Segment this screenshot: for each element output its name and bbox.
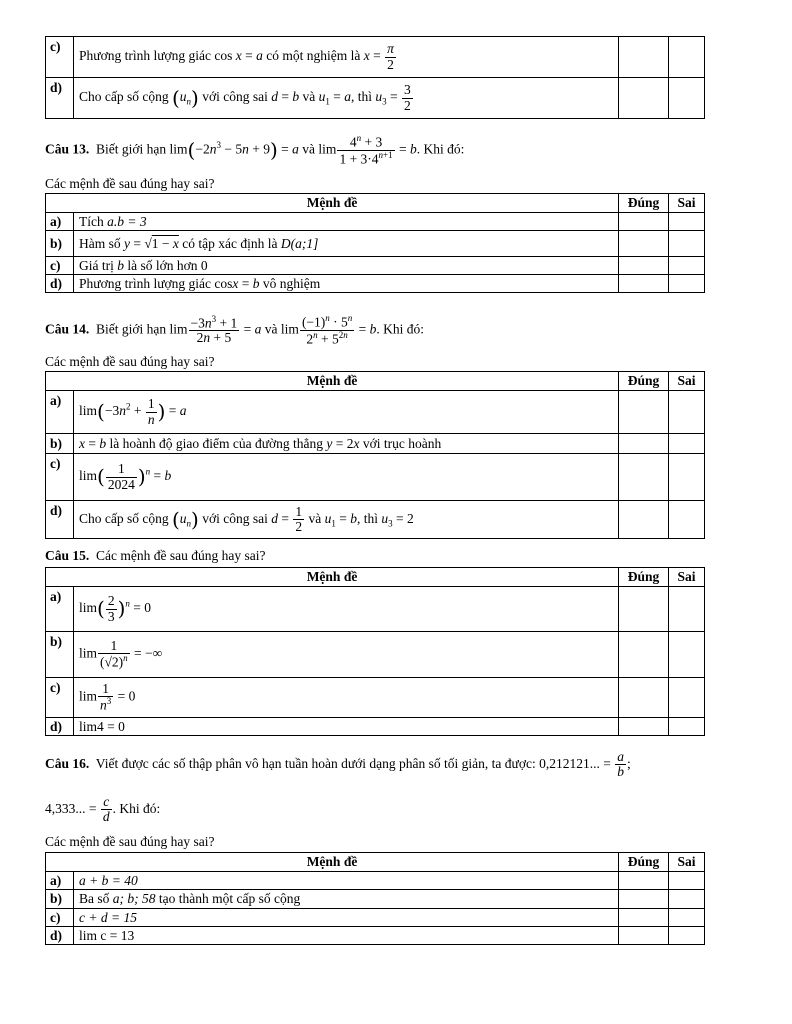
fraction: $\frac{1}{n}$ bbox=[147, 396, 155, 427]
fraction-den: 2 bbox=[387, 56, 394, 72]
statement-text: với công sai bbox=[202, 89, 268, 105]
question-value: 0,212121... = bbox=[539, 755, 611, 771]
table-row bbox=[46, 501, 705, 539]
fraction: $\frac{-3n^3 + 1}{2n + 5}$ bbox=[190, 313, 238, 346]
statement-cell bbox=[74, 927, 619, 945]
row-label: c) bbox=[46, 37, 74, 78]
fraction-num: 3 bbox=[404, 82, 411, 98]
table-row bbox=[46, 927, 705, 945]
statement-text: Cho cấp số cộng bbox=[79, 89, 169, 105]
question-16-line2 bbox=[45, 795, 160, 824]
table-row bbox=[46, 632, 705, 678]
question-subtitle: Các mệnh đề sau đúng hay sai? bbox=[45, 834, 215, 849]
header-statement: Mệnh đề bbox=[46, 194, 619, 213]
statement-cell: Cho cấp số cộng $(u_n)$ với công sai d = $\frac{1}{2}$ và $u_1 = b$, thì $u_3 = 2$ bbox=[74, 501, 619, 539]
false-checkbox-cell[interactable] bbox=[669, 434, 705, 454]
header-statement: Mệnh đề bbox=[46, 568, 619, 587]
row-label: a) bbox=[46, 213, 74, 231]
true-checkbox-cell[interactable] bbox=[619, 501, 669, 539]
question-text: Biết giới hạn bbox=[96, 141, 167, 157]
table-row bbox=[46, 718, 705, 736]
header-true: Đúng bbox=[619, 194, 669, 213]
row-label: c) bbox=[46, 678, 74, 718]
table-row bbox=[46, 678, 705, 718]
row-label: c) bbox=[46, 909, 74, 927]
true-checkbox-cell[interactable] bbox=[619, 454, 669, 501]
true-checkbox-cell[interactable] bbox=[619, 231, 669, 257]
fraction: $\frac{(-1)^n \cdot 5^n}{2^n + 5^{2n}}$ bbox=[301, 313, 353, 347]
top-table bbox=[45, 36, 705, 119]
false-checkbox-cell[interactable] bbox=[669, 37, 705, 78]
statement-text: có một nghiệm là bbox=[266, 48, 361, 64]
header-false: Sai bbox=[669, 194, 705, 213]
fraction: $\frac{2}{3}$ bbox=[107, 593, 115, 624]
statement-text: Tích bbox=[79, 213, 104, 229]
false-checkbox-cell[interactable] bbox=[669, 632, 705, 678]
statement-text: Hàm số bbox=[79, 235, 121, 251]
question-subtitle: Các mệnh đề sau đúng hay sai? bbox=[45, 354, 215, 369]
false-checkbox-cell[interactable] bbox=[669, 678, 705, 718]
fraction-den: 2 bbox=[404, 97, 411, 113]
false-checkbox-cell[interactable] bbox=[669, 454, 705, 501]
fraction bbox=[402, 83, 413, 112]
table-row bbox=[46, 890, 705, 909]
row-label: d) bbox=[46, 275, 74, 293]
statement-text: và bbox=[302, 89, 316, 105]
statement-text: Phương trình lượng giác cos bbox=[79, 48, 233, 64]
statement-text: Phương trình lượng giác bbox=[79, 275, 212, 291]
true-checkbox-cell[interactable] bbox=[619, 37, 669, 78]
statement-text: tạo thành một cấp số cộng bbox=[158, 891, 301, 906]
row-label: d) bbox=[46, 927, 74, 945]
row-label: b) bbox=[46, 434, 74, 454]
statement-text: Ba số bbox=[79, 891, 110, 906]
statement-cell: Phương trình lượng giác cosx = b vô nghiệm bbox=[74, 275, 619, 293]
row-label: d) bbox=[46, 78, 74, 119]
statement-math: a + b = 40 bbox=[79, 872, 138, 888]
question-16: Câu 16. Viết được các số thập phân vô hạn tuần hoàn dưới dạng phân số tối giản, ta được: 0,212121... = $\frac{a}{b}$ ; bbox=[45, 749, 631, 780]
statement-math: c + d = 15 bbox=[79, 909, 137, 925]
true-checkbox-cell[interactable] bbox=[619, 632, 669, 678]
false-checkbox-cell[interactable] bbox=[669, 275, 705, 293]
table-row bbox=[46, 257, 705, 275]
question-15 bbox=[45, 548, 265, 564]
statement-cell: lim $\frac{1}{n^3}$ = 0 bbox=[74, 678, 619, 718]
statement-cell bbox=[74, 872, 619, 890]
fraction bbox=[385, 42, 396, 71]
fraction: $\frac{1}{2024}$ bbox=[107, 461, 135, 492]
fraction: $\frac{1}{(√2)^n}$ bbox=[100, 638, 128, 670]
statement-cell: lim( $\frac{2}{3}$ )$^n$ = 0 bbox=[74, 587, 619, 632]
question-value: 4,333... = bbox=[45, 800, 97, 816]
true-checkbox-cell[interactable] bbox=[619, 890, 669, 909]
header-true: Đúng bbox=[619, 853, 669, 872]
statement-cell bbox=[74, 909, 619, 927]
q15-table bbox=[45, 567, 705, 736]
false-checkbox-cell[interactable] bbox=[669, 391, 705, 434]
header-statement: Mệnh đề bbox=[46, 372, 619, 391]
false-checkbox-cell[interactable] bbox=[669, 718, 705, 736]
question-subtitle: Các mệnh đề sau đúng hay sai? bbox=[45, 176, 215, 191]
true-checkbox-cell[interactable] bbox=[619, 909, 669, 927]
row-label: c) bbox=[46, 454, 74, 501]
statement-cell: $\lim(-3n^2$ + $\frac{1}{n}$ ) = a bbox=[74, 391, 619, 434]
statement-cell bbox=[74, 718, 619, 736]
statement-text: , thì bbox=[351, 89, 373, 105]
statement-cell: Phương trình lượng giác cos x = a có một nghiệm là x = $\frac{\pi}{2}$ bbox=[74, 37, 619, 78]
question-13: Câu 13. Biết giới hạn $\lim(-2n^3 - 5n + 9) = a$ và lim $\frac{4^n + 3}{1 + 3\cdot 4^{n+1}}$ = b. Khi đó: bbox=[45, 133, 465, 167]
question-text: và bbox=[302, 141, 316, 157]
true-checkbox-cell[interactable] bbox=[619, 78, 669, 119]
table-row bbox=[46, 587, 705, 632]
statement-text: Cho cấp số cộng bbox=[79, 510, 169, 526]
q13-table bbox=[45, 193, 705, 293]
question-text: . Khi đó: bbox=[376, 321, 425, 337]
question-label: Câu 15. bbox=[45, 548, 90, 563]
table-row bbox=[46, 391, 705, 434]
statement-math: D(a;1] bbox=[280, 235, 319, 251]
question-text: và bbox=[264, 321, 278, 337]
false-checkbox-cell[interactable] bbox=[669, 890, 705, 909]
true-checkbox-cell[interactable] bbox=[619, 275, 669, 293]
table-row bbox=[46, 231, 705, 257]
true-checkbox-cell[interactable] bbox=[619, 257, 669, 275]
true-checkbox-cell[interactable] bbox=[619, 718, 669, 736]
statement-cell: lim $\frac{1}{(√2)^n}$ = −∞ bbox=[74, 632, 619, 678]
question-label: Câu 13. bbox=[45, 141, 90, 157]
fraction: $\frac{1}{2}$ bbox=[295, 503, 303, 534]
question-text: Các mệnh đề sau đúng hay sai? bbox=[96, 548, 266, 563]
table-row bbox=[46, 275, 705, 293]
false-checkbox-cell[interactable] bbox=[669, 909, 705, 927]
statement-cell bbox=[74, 213, 619, 231]
question-text: . Khi đó: bbox=[112, 800, 161, 816]
false-checkbox-cell[interactable] bbox=[669, 78, 705, 119]
row-label: a) bbox=[46, 587, 74, 632]
statement-text: vô nghiệm bbox=[262, 275, 321, 291]
table-row bbox=[46, 434, 705, 454]
table-row bbox=[46, 78, 705, 119]
header-false: Sai bbox=[669, 853, 705, 872]
q14-table bbox=[45, 371, 705, 539]
statement-text: Giá trị bbox=[79, 257, 114, 273]
row-label: a) bbox=[46, 872, 74, 890]
true-checkbox-cell[interactable] bbox=[619, 927, 669, 945]
row-label: a) bbox=[46, 391, 74, 434]
table-row bbox=[46, 213, 705, 231]
statement-math: a.b = 3 bbox=[107, 213, 147, 229]
q16-table bbox=[45, 852, 705, 945]
statement-cell bbox=[74, 890, 619, 909]
question-label: Câu 16. bbox=[45, 755, 90, 771]
statement-text: , thì bbox=[357, 510, 379, 526]
fraction-den: 2024 bbox=[107, 476, 135, 492]
table-row bbox=[46, 37, 705, 78]
fraction-num: π bbox=[387, 41, 394, 57]
fraction: $\frac{c}{d}$ bbox=[102, 794, 110, 825]
false-checkbox-cell[interactable] bbox=[669, 501, 705, 539]
true-checkbox-cell[interactable] bbox=[619, 391, 669, 434]
header-false: Sai bbox=[669, 568, 705, 587]
false-checkbox-cell[interactable] bbox=[669, 587, 705, 632]
question-label: Câu 14. bbox=[45, 321, 90, 337]
fraction: $\frac{a}{b}$ bbox=[617, 749, 624, 780]
fraction: $\frac{1}{n^3}$ bbox=[100, 681, 112, 713]
header-true: Đúng bbox=[619, 568, 669, 587]
statement-text: và bbox=[308, 510, 322, 526]
statement-text: với trục hoành bbox=[362, 435, 442, 451]
table-row bbox=[46, 872, 705, 890]
header-false: Sai bbox=[669, 372, 705, 391]
table-row bbox=[46, 454, 705, 501]
row-label: b) bbox=[46, 632, 74, 678]
row-label: b) bbox=[46, 231, 74, 257]
question-14: Câu 14. Biết giới hạn lim $\frac{-3n^3 + 1}{2n + 5}$ = a và lim $\frac{(-1)^n \cdot 5^n}{2^n + 5^{2n}}$ = b. Khi đó: bbox=[45, 313, 425, 347]
statement-cell: x = b là hoành độ giao điểm của đường thẳng y = 2x với trục hoành bbox=[74, 434, 619, 454]
statement-cell: Giá trị b là số lớn hơn 0 bbox=[74, 257, 619, 275]
header-statement: Mệnh đề bbox=[46, 853, 619, 872]
statement-text: với công sai bbox=[202, 510, 268, 526]
false-checkbox-cell[interactable] bbox=[669, 872, 705, 890]
statement-math: lim4 = 0 bbox=[79, 718, 125, 734]
question-text: Viết được các số thập phân vô hạn tuần hoàn dưới dạng phân số tối giản, ta được: bbox=[95, 755, 536, 771]
false-checkbox-cell[interactable] bbox=[669, 257, 705, 275]
true-checkbox-cell[interactable] bbox=[619, 213, 669, 231]
true-checkbox-cell[interactable] bbox=[619, 587, 669, 632]
row-label: d) bbox=[46, 501, 74, 539]
row-label: c) bbox=[46, 257, 74, 275]
header-true: Đúng bbox=[619, 372, 669, 391]
statement-cell: lim( $\frac{1}{2024}$ )$^n$ = b bbox=[74, 454, 619, 501]
statement-cell: Hàm số y = √1 − x có tập xác định là D(a;1] bbox=[74, 231, 619, 257]
statement-math: lim c = 13 bbox=[79, 927, 135, 943]
true-checkbox-cell[interactable] bbox=[619, 678, 669, 718]
false-checkbox-cell[interactable] bbox=[669, 231, 705, 257]
row-label: b) bbox=[46, 890, 74, 909]
statement-text: là hoành độ giao điểm của đường thẳng bbox=[109, 435, 324, 451]
question-text: . Khi đó: bbox=[416, 141, 465, 157]
false-checkbox-cell[interactable] bbox=[669, 213, 705, 231]
table-row bbox=[46, 909, 705, 927]
question-text: Biết giới hạn bbox=[96, 321, 167, 337]
false-checkbox-cell[interactable] bbox=[669, 927, 705, 945]
statement-math: a; b; 58 bbox=[112, 891, 156, 906]
true-checkbox-cell[interactable] bbox=[619, 872, 669, 890]
fraction: $\frac{4^n + 3}{1 + 3\cdot 4^{n+1}}$ bbox=[339, 133, 393, 167]
statement-text: có tập xác định là bbox=[182, 235, 278, 251]
true-checkbox-cell[interactable] bbox=[619, 434, 669, 454]
statement-cell: Cho cấp số cộng $(u_n)$ với công sai d = b và $u_1 = a$, thì $u_3$ = $\frac{3}{2}$ bbox=[74, 78, 619, 119]
row-label: d) bbox=[46, 718, 74, 736]
statement-text: là số lớn hơn 0 bbox=[127, 257, 208, 273]
